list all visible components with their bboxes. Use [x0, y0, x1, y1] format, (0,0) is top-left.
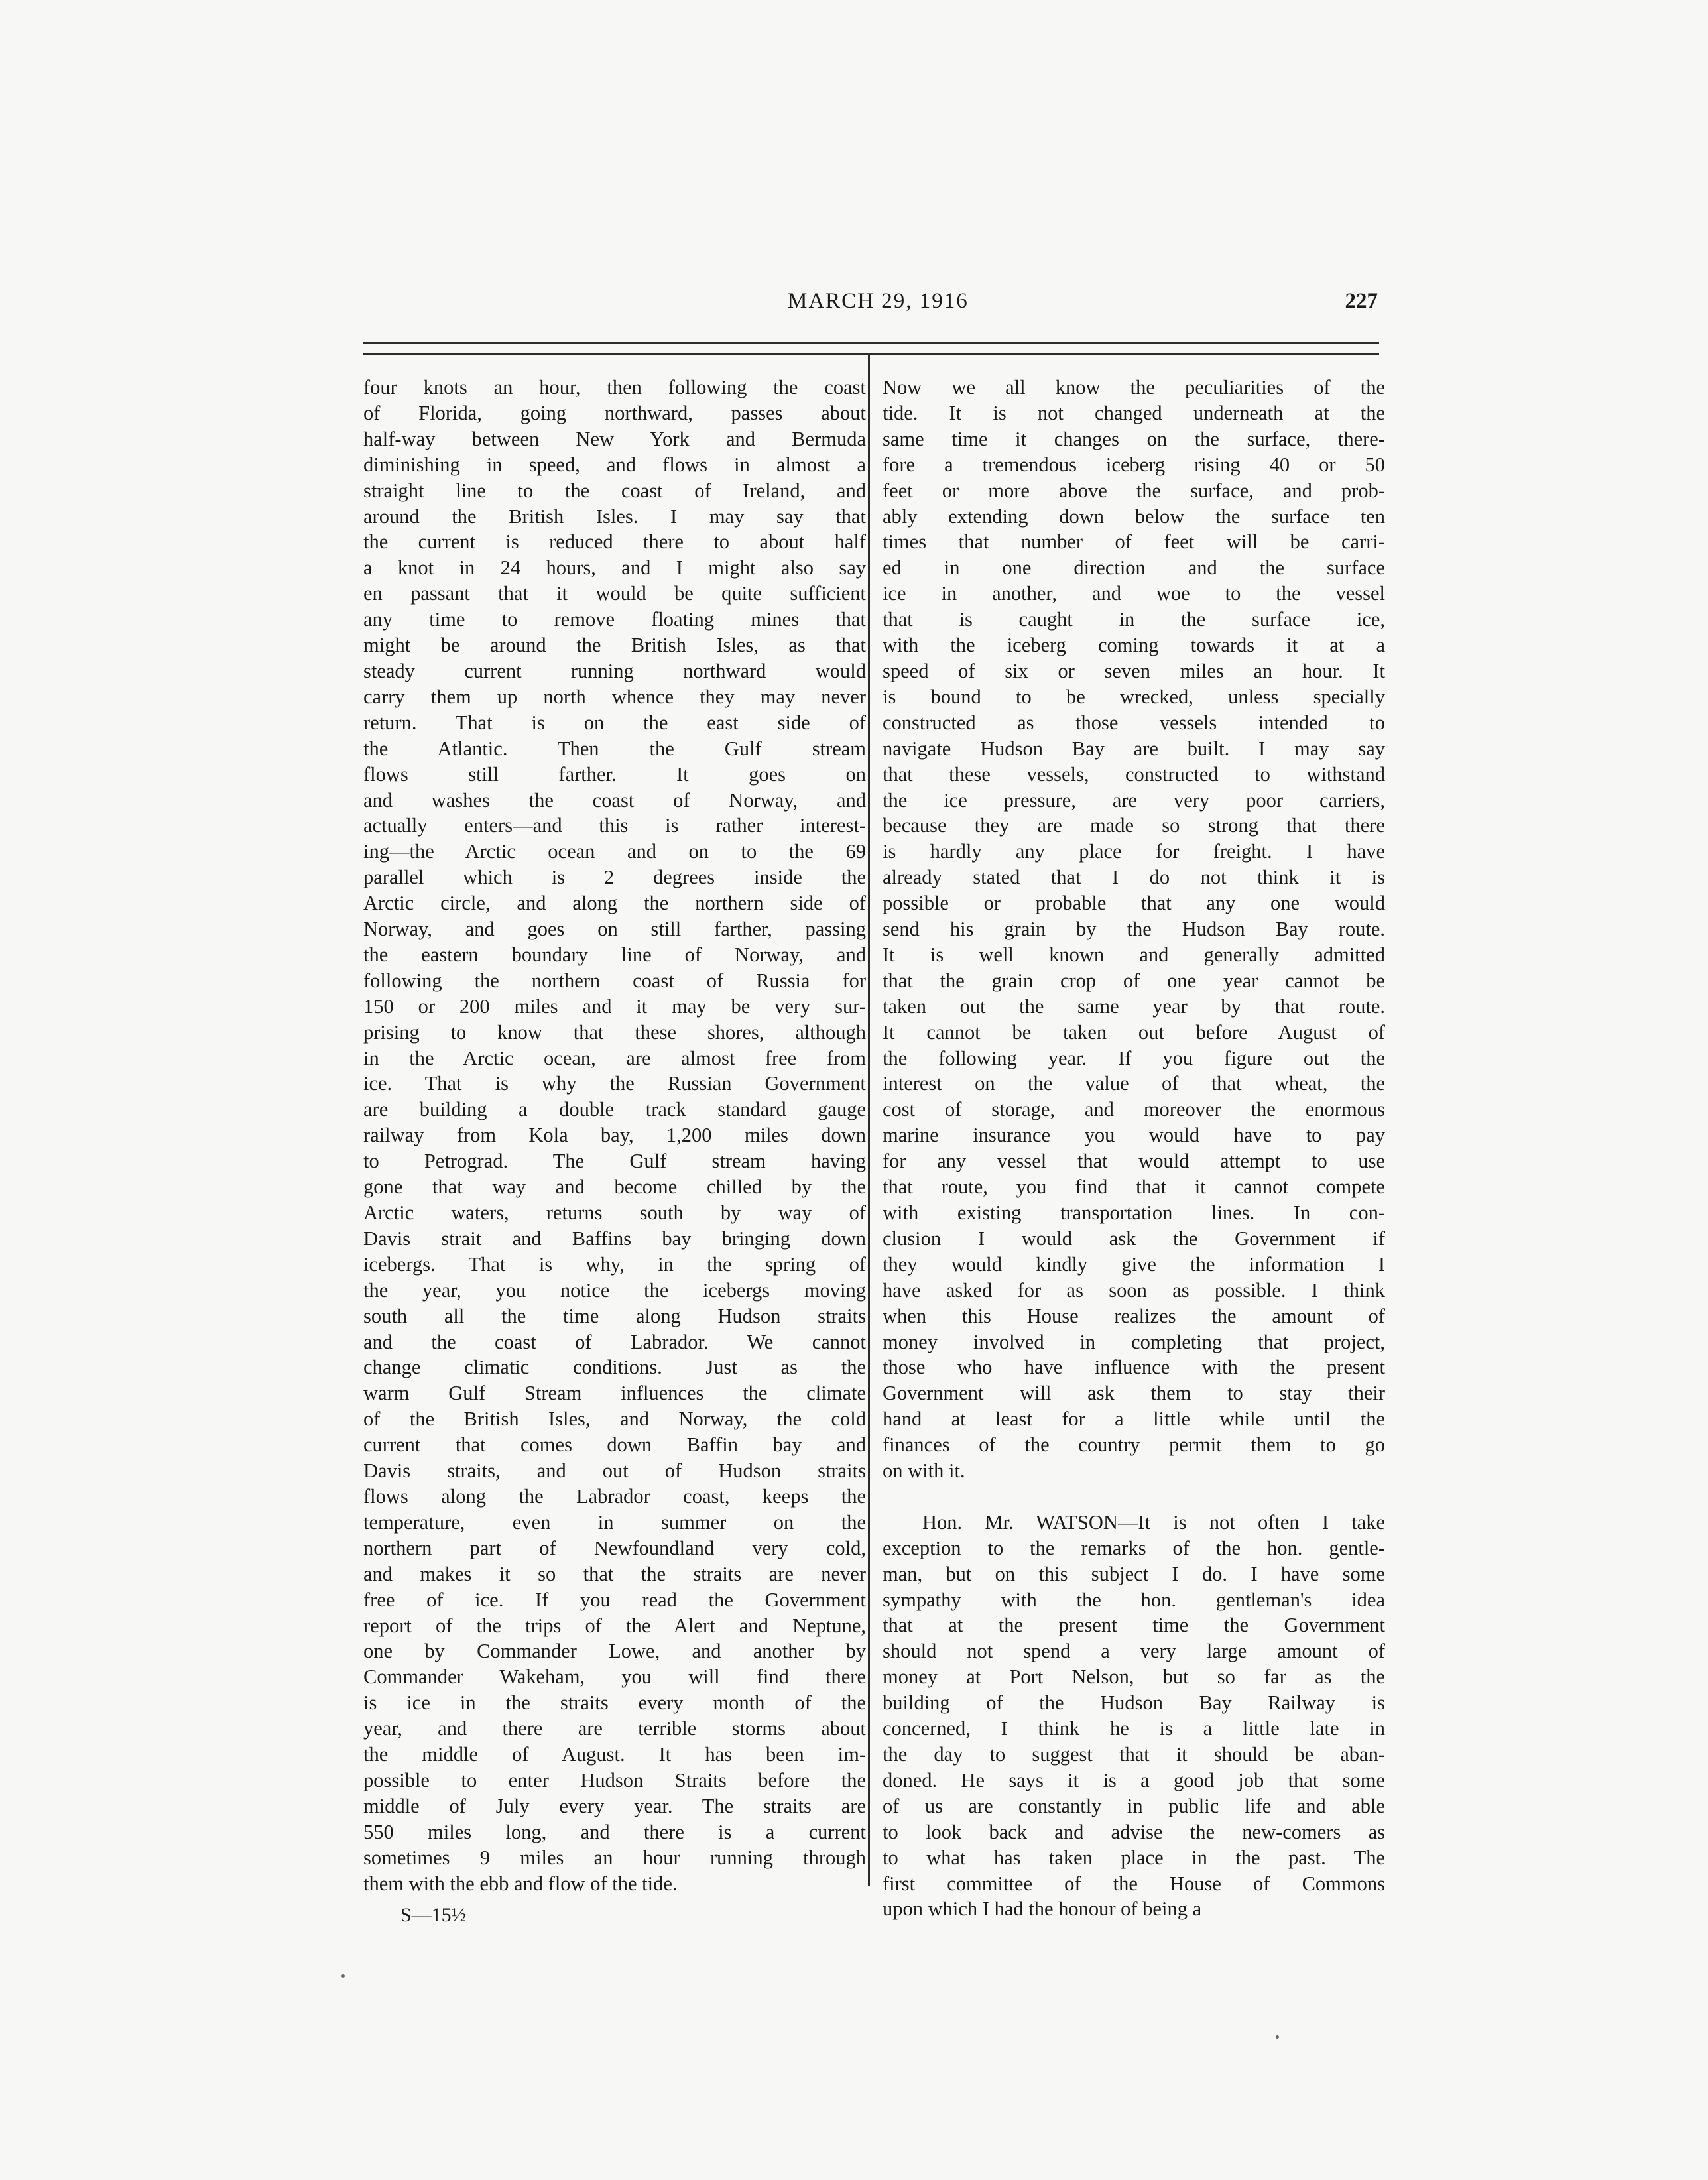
page-header [363, 289, 1378, 322]
text-line: and makes it so that the straits are never [363, 1562, 866, 1585]
text-line: is ice in the straits every month of the [363, 1691, 866, 1715]
text-line: the day to suggest that it should be aban- [883, 1743, 1385, 1766]
text-line: the middle of August. It has been im- [363, 1743, 866, 1766]
text-line: temperature, even in summer on the [363, 1510, 866, 1534]
text-line: Government will ask them to stay their [883, 1382, 1385, 1405]
text-line: the current is reduced there to about half [363, 530, 866, 554]
text-line: 550 miles long, and there is a current [363, 1820, 866, 1843]
text-line: parallel which is 2 degrees inside the [363, 866, 866, 889]
text-line: fore a tremendous iceberg rising 40 or 50 [883, 453, 1385, 476]
text-line: ice in another, and woe to the vessel [883, 582, 1385, 605]
text-line: that at the present time the Government [883, 1614, 1385, 1637]
text-line: gone that way and become chilled by the [363, 1176, 866, 1199]
text-line: are building a double track standard gauge [363, 1098, 866, 1121]
text-line: is bound to be wrecked, unless specially [883, 685, 1385, 708]
text-line: the ice pressure, are very poor carriers, [883, 788, 1385, 812]
text-line: cost of storage, and moreover the enormous [883, 1098, 1385, 1121]
text-line: that route, you find that it cannot compete [883, 1176, 1385, 1199]
text-line: when this House realizes the amount of [883, 1304, 1385, 1327]
text-line: Davis straits, and out of Hudson straits [363, 1459, 866, 1483]
text-line: ably extending down below the surface ten [883, 505, 1385, 528]
text-line: to what has taken place in the past. The [883, 1846, 1385, 1869]
text-line: of Florida, going northward, passes about [363, 401, 866, 424]
text-line: speed of six or seven miles an hour. It [883, 659, 1385, 682]
text-line: half-way between New York and Bermuda [363, 427, 866, 450]
text-line: on with it. [883, 1459, 965, 1483]
text-line: the eastern boundary line of Norway, and [363, 943, 866, 966]
left-column [363, 375, 866, 1896]
paragraph-gap [883, 1484, 1385, 1510]
text-line: railway from Kola bay, 1,200 miles down [363, 1124, 866, 1147]
text-line: actually enters—and this is rather interest- [363, 814, 866, 837]
text-line: carry them up north whence they may never [363, 685, 866, 708]
text-line: Now we all know the peculiarities of the [883, 376, 1385, 398]
text-line: navigate Hudson Bay are built. I may say [883, 737, 1385, 760]
text-line: Arctic circle, and along the northern side of [363, 892, 866, 915]
text-line: prising to know that these shores, although [363, 1020, 866, 1044]
text-line: year, and there are terrible storms about [363, 1717, 866, 1740]
speck [341, 1974, 345, 1978]
text-line: straight line to the coast of Ireland, and [363, 479, 866, 502]
text-line: ed in one direction and the surface [883, 556, 1385, 579]
text-line: times that number of feet will be carri- [883, 530, 1385, 554]
text-line: money at Port Nelson, but so far as the [883, 1665, 1385, 1689]
text-line: feet or more above the surface, and prob- [883, 479, 1385, 502]
text-line: should not spend a very large amount of [883, 1640, 1385, 1663]
text-line: a knot in 24 hours, and I might also say [363, 556, 866, 579]
text-line: have asked for as soon as possible. I think [883, 1278, 1385, 1302]
text-line: flows still farther. It goes on [363, 762, 866, 786]
text-line: Arctic waters, returns south by way of [363, 1201, 866, 1224]
text-line: is hardly any place for freight. I have [883, 840, 1385, 863]
text-line: constructed as those vessels intended to [883, 711, 1385, 734]
text-line: It cannot be taken out before August of [883, 1020, 1385, 1044]
text-line: the Atlantic. Then the Gulf stream [363, 737, 866, 760]
text-line: those who have influence with the present [883, 1356, 1385, 1379]
text-line: ice. That is why the Russian Government [363, 1072, 866, 1095]
text-line: middle of July every year. The straits are [363, 1794, 866, 1817]
text-line: hand at least for a little while until the [883, 1408, 1385, 1431]
text-line: tide. It is not changed underneath at the [883, 401, 1385, 424]
text-line: return. That is on the east side of [363, 711, 866, 734]
text-line: building of the Hudson Bay Railway is [883, 1691, 1385, 1715]
text-line: and the coast of Labrador. We cannot [363, 1330, 866, 1353]
text-line: steady current running northward would [363, 659, 866, 682]
text-line: that these vessels, constructed to withstand [883, 762, 1385, 786]
text-line: they would kindly give the information I [883, 1252, 1385, 1276]
text-line: of the British Isles, and Norway, the cold [363, 1408, 866, 1431]
text-line: for any vessel that would attempt to use [883, 1150, 1385, 1173]
text-line: send his grain by the Hudson Bay route. [883, 918, 1385, 941]
text-line: exception to the remarks of the hon. gentle- [883, 1536, 1385, 1559]
text-line: with existing transportation lines. In con- [883, 1201, 1385, 1224]
text-line: four knots an hour, then following the coast [363, 376, 866, 398]
text-line: finances of the country permit them to go [883, 1433, 1385, 1457]
text-line: in the Arctic ocean, are almost free from [363, 1046, 866, 1069]
text-line: taken out the same year by that route. [883, 995, 1385, 1018]
text-line: same time it changes on the surface, there- [883, 427, 1385, 450]
text-line: sympathy with the hon. gentleman's idea [883, 1588, 1385, 1611]
text-line: ing—the Arctic ocean and on to the 69 [363, 840, 866, 863]
text-line: Davis strait and Baffins bay bringing down [363, 1227, 866, 1250]
text-line: any time to remove floating mines that [363, 608, 866, 631]
text-line: Norway, and goes on still farther, passing [363, 918, 866, 941]
text-line: might be around the British Isles, as that [363, 634, 866, 657]
speck [1276, 2035, 1279, 2039]
text-line: that the grain crop of one year cannot be [883, 969, 1385, 992]
text-line: clusion I would ask the Government if [883, 1227, 1385, 1250]
text-line: following the northern coast of Russia for [363, 969, 866, 992]
text-line: already stated that I do not think it is [883, 866, 1385, 889]
text-line: flows along the Labrador coast, keeps the [363, 1484, 866, 1508]
text-line: to Petrograd. The Gulf stream having [363, 1150, 866, 1173]
column-divider [868, 353, 870, 1886]
text-line: them with the ebb and flow of the tide. [363, 1872, 678, 1895]
signature-mark: S—15½ [400, 1904, 467, 1926]
text-line: change climatic conditions. Just as the [363, 1356, 866, 1379]
header-rule [363, 342, 1379, 355]
text-line: because they are made so strong that there [883, 814, 1385, 837]
text-line: 150 or 200 miles and it may be very sur- [363, 995, 866, 1018]
text-line: possible to enter Hudson Straits before the [363, 1768, 866, 1791]
text-line: the year, you notice the icebergs moving [363, 1278, 866, 1302]
text-line: interest on the value of that wheat, the [883, 1072, 1385, 1095]
text-line: concerned, I think he is a little late in [883, 1717, 1385, 1740]
text-line: Hon. Mr. WATSON—It is not often I take [922, 1510, 1385, 1534]
header-date: MARCH 29, 1916 [788, 289, 969, 313]
text-line: northern part of Newfoundland very cold, [363, 1536, 866, 1559]
text-line: report of the trips of the Alert and Neptune, [363, 1614, 866, 1637]
text-line: It is well known and generally admitted [883, 943, 1385, 966]
text-line: with the iceberg coming towards it at a [883, 634, 1385, 657]
text-line: man, but on this subject I do. I have some [883, 1562, 1385, 1585]
text-line: and washes the coast of Norway, and [363, 788, 866, 812]
text-line: free of ice. If you read the Government [363, 1588, 866, 1611]
text-line: upon which I had the honour of being a [883, 1898, 1202, 1921]
text-line: to look back and advise the new-comers as [883, 1820, 1385, 1843]
text-line: money involved in completing that project, [883, 1330, 1385, 1353]
text-line: of us are constantly in public life and able [883, 1794, 1385, 1817]
text-line: that is caught in the surface ice, [883, 608, 1385, 631]
text-line: south all the time along Hudson straits [363, 1304, 866, 1327]
text-line: doned. He says it is a good job that some [883, 1768, 1385, 1791]
text-line: around the British Isles. I may say that [363, 505, 866, 528]
text-line: diminishing in speed, and flows in almost a [363, 453, 866, 476]
text-line: first committee of the House of Commons [883, 1872, 1385, 1895]
text-line: one by Commander Lowe, and another by [363, 1640, 866, 1663]
text-line: Commander Wakeham, you will find there [363, 1665, 866, 1689]
text-line: marine insurance you would have to pay [883, 1124, 1385, 1147]
text-line: current that comes down Baffin bay and [363, 1433, 866, 1457]
text-line: sometimes 9 miles an hour running through [363, 1846, 866, 1869]
text-line: icebergs. That is why, in the spring of [363, 1252, 866, 1276]
text-line: en passant that it would be quite sufficient [363, 582, 866, 605]
right-column [883, 375, 1385, 1922]
text-line: possible or probable that any one would [883, 892, 1385, 915]
page-number: 227 [1345, 289, 1378, 313]
text-line: warm Gulf Stream influences the climate [363, 1382, 866, 1405]
text-line: the following year. If you figure out the [883, 1046, 1385, 1069]
